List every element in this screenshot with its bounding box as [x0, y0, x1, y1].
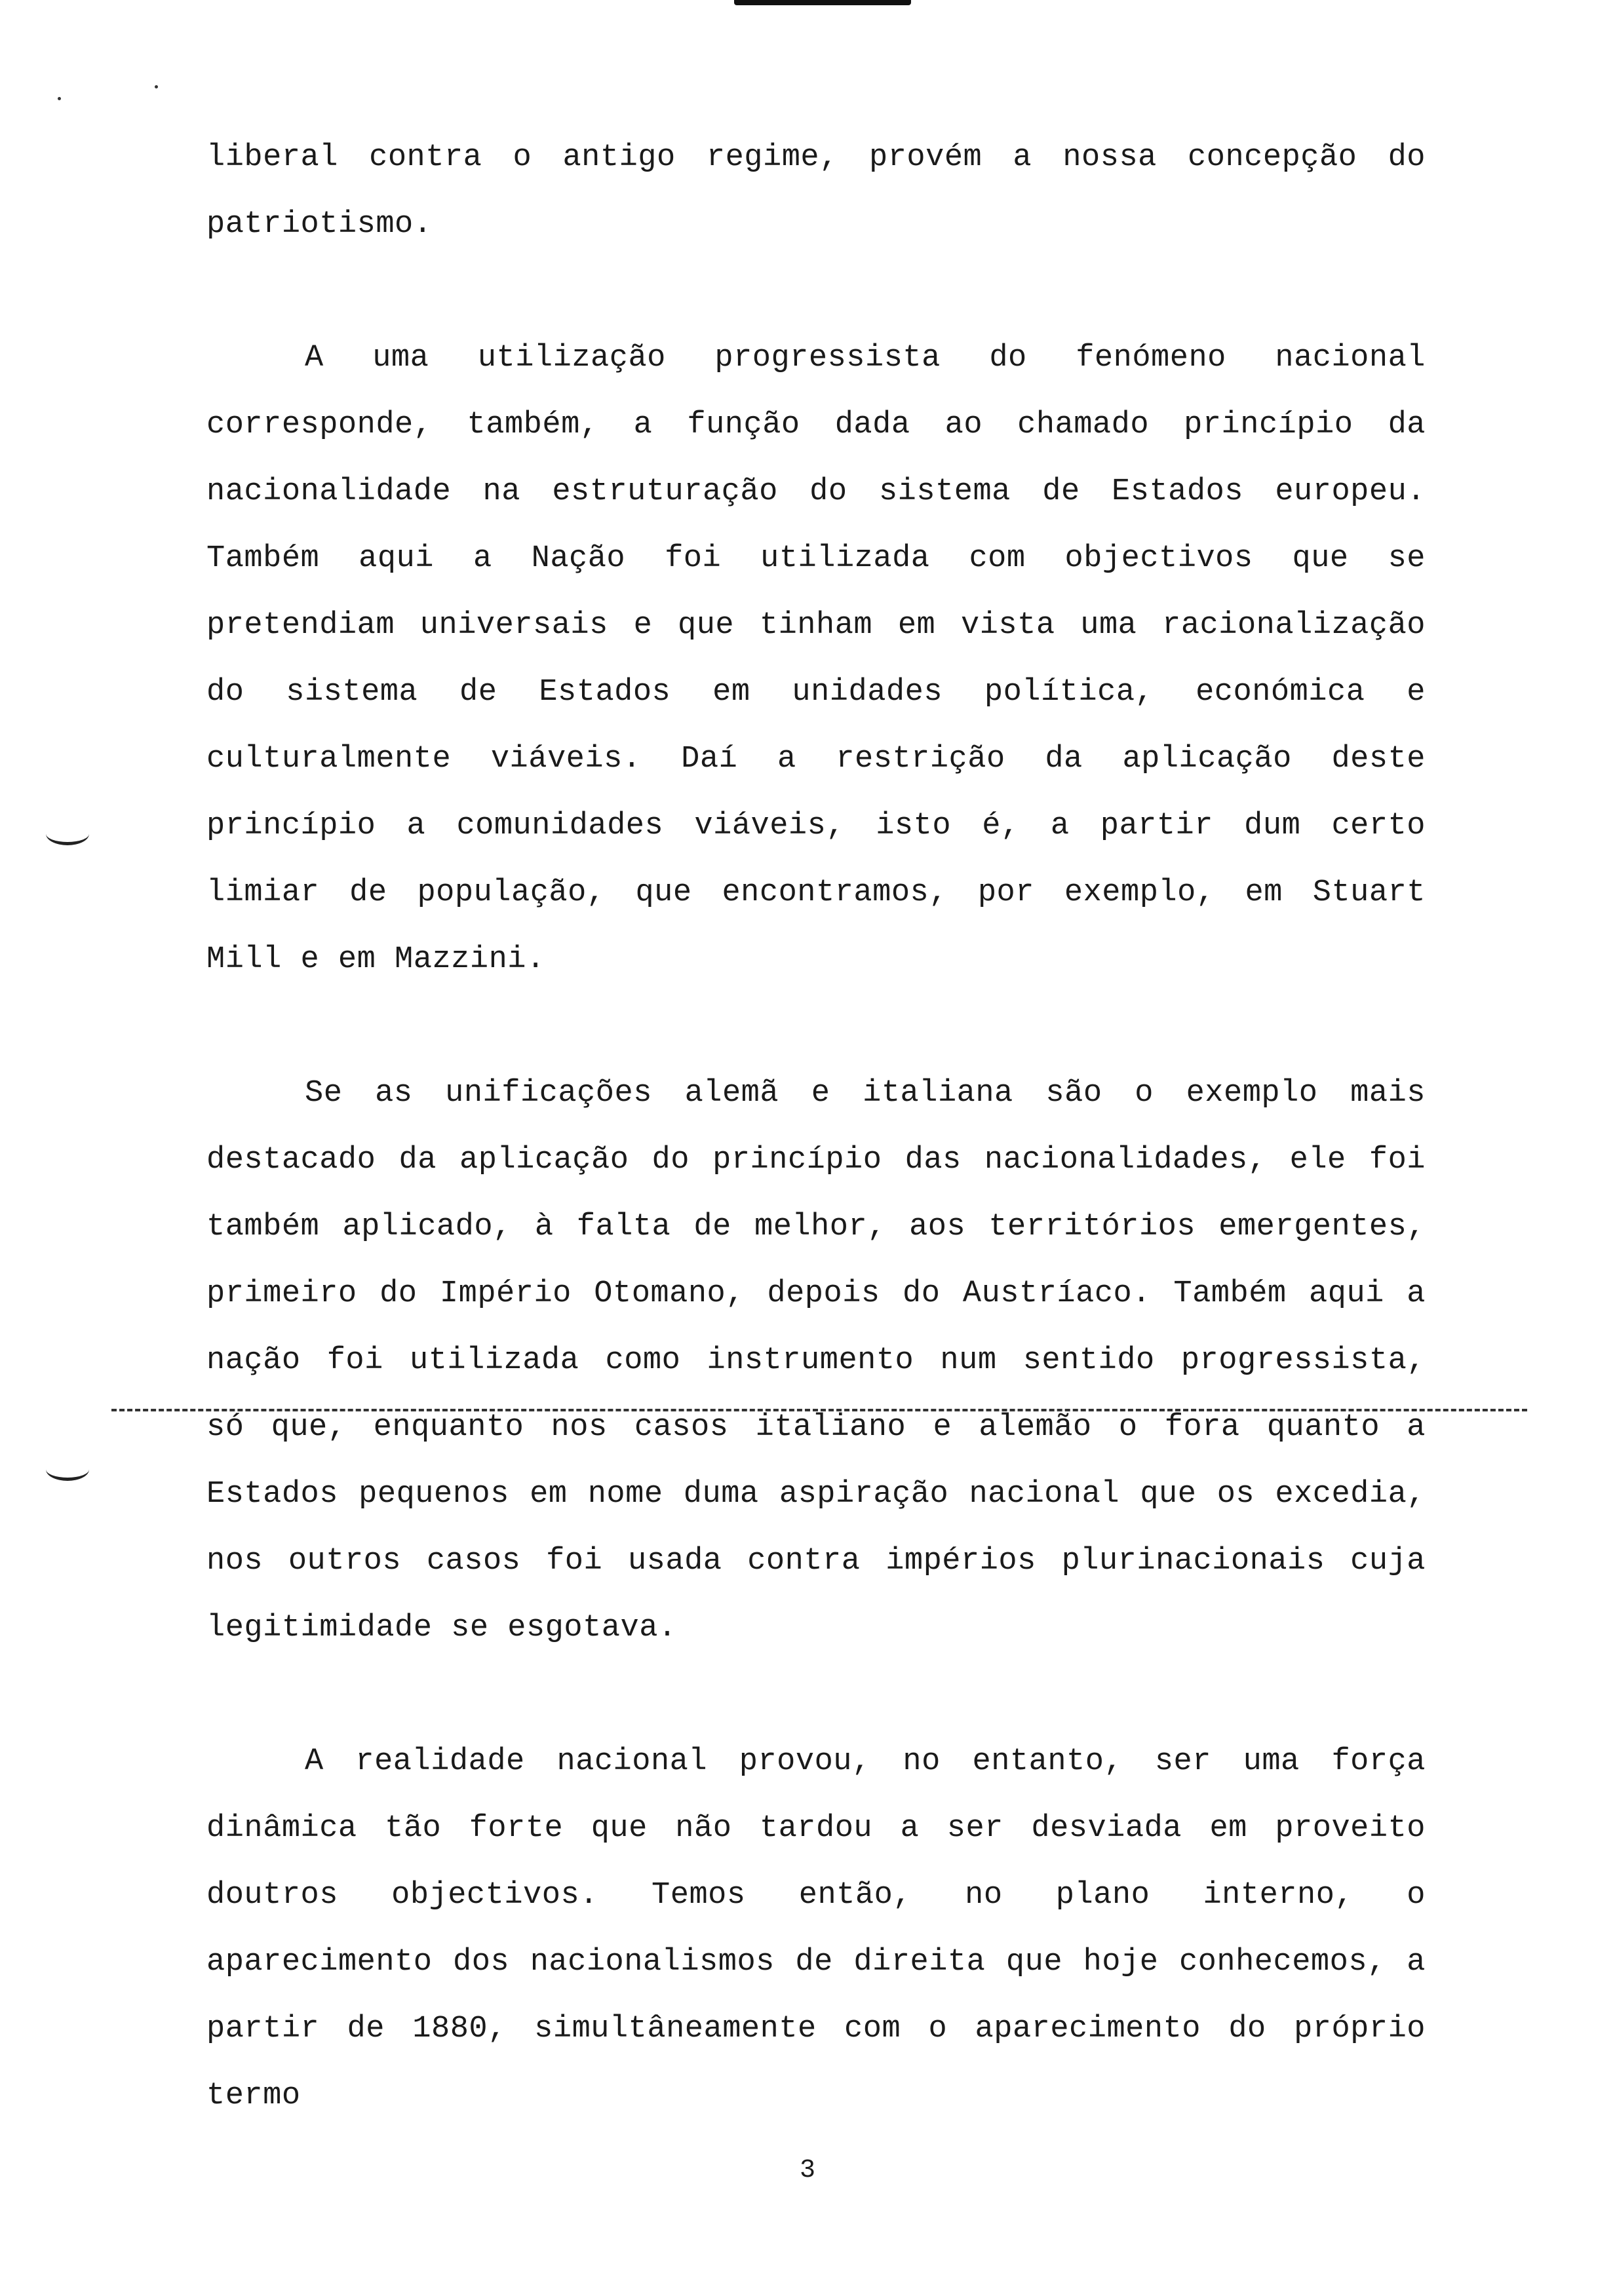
- binder-hole-mark: [46, 822, 89, 845]
- binder-hole-mark: [46, 1458, 89, 1481]
- paragraph-3: Se as unificações alemã e italiana são o exemplo mais destacado da aplicação do princípio das nacionalidades, ele foi também aplicado, à falta de melhor, aos territórios emergentes, primeiro do Império Otomano, depois do Austríaco. Também aqui a nação foi utilizada como instrumento num sentido progressista, só que, enquanto nos casos italiano e alemão o fora quanto a Estados pequenos em nome duma aspiração nacional que os excedia, nos outros casos foi usada contra impérios plurinacionais cuja legitimidade se esgotava.: [206, 1076, 1426, 1645]
- body-text: [206, 124, 1426, 2130]
- top-edge-mark: [734, 0, 911, 5]
- paragraph-4: A realidade nacional provou, no entanto, ser uma força dinâmica tão forte que não tardou a ser desviada em proveito doutros objectivos. Temos então, no plano interno, o aparecimento dos nacionalismos de direita que hoje conhecemos, a partir de 1880, simultâneamente com o aparecimento do próprio termo: [206, 1744, 1426, 2113]
- page-number: 3: [799, 2156, 815, 2185]
- strikethrough-line: [111, 1409, 1527, 1411]
- paragraph-1: liberal contra o antigo regime, provém a nossa concepção do patriotismo.: [206, 140, 1426, 242]
- paragraph-2: A uma utilização progressista do fenómeno nacional corresponde, também, a função dada ao chamado princípio da nacionalidade na estruturação do sistema de Estados europeu. Também aqui a Nação foi utilizada com objectivos que se pretendiam universais e que tinham em vista uma racionalização do sistema de Estados em unidades política, económica e culturalmente viáveis. Daí a restrição da aplicação deste princípio a comunidades viáveis, isto é, a partir dum certo limiar de população, que encontramos, por exemplo, em Stuart Mill e em Mazzini.: [206, 341, 1426, 977]
- scan-speck: [58, 97, 61, 100]
- scan-speck: [155, 85, 158, 88]
